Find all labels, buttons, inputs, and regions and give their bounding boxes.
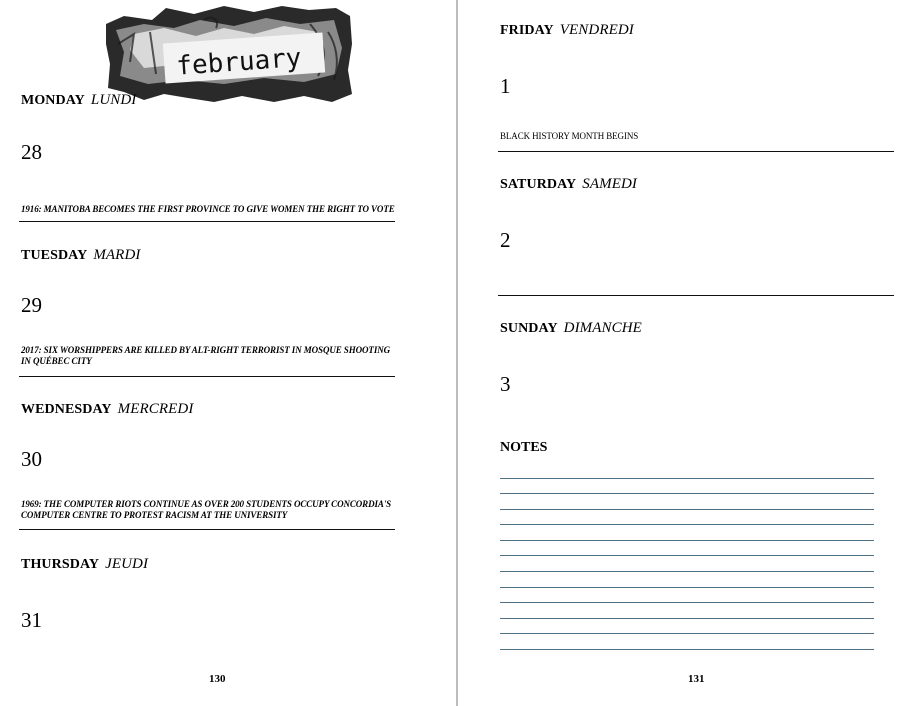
note-line [500,555,874,556]
day-friday [500,22,634,39]
day-name-en: SATURDAY [500,177,577,192]
day-name-fr: MARDI [93,247,141,263]
day-name-fr: MERCREDI [117,401,194,417]
note-line [500,602,874,603]
day-number: 1 [500,74,511,98]
day-heading [500,176,637,193]
right-page [458,0,915,706]
page-number: 131 [688,673,705,685]
day-name-fr: JEUDI [105,556,149,572]
day-name-en: THURSDAY [21,557,100,572]
day-event-note: 2017: SIX WORSHIPPERS ARE KILLED BY ALT-RIGHT TERRORIST IN MOSQUE SHOOTING IN QUÉBEC CITY [21,345,391,366]
notes-title: NOTES [500,440,548,455]
day-heading [21,247,140,264]
day-name-fr: VENDREDI [559,22,634,38]
note-line [500,478,874,479]
note-line [500,524,874,525]
day-name-en: TUESDAY [21,248,88,263]
day-name-fr: DIMANCHE [563,320,642,336]
page-number: 130 [209,673,226,685]
day-heading [21,401,193,418]
day-heading [21,556,148,573]
day-saturday [500,176,637,193]
day-name-en: FRIDAY [500,23,554,38]
day-number: 30 [21,447,42,471]
note-line [500,571,874,572]
day-name-fr: LUNDI [90,92,137,108]
day-number: 29 [21,293,42,317]
day-number: 28 [21,140,42,164]
day-sunday [500,320,642,337]
note-line [500,649,874,650]
day-divider [498,151,894,152]
left-page [0,0,456,706]
day-thursday [21,556,148,573]
day-heading [500,320,642,337]
note-line [500,633,874,634]
note-line [500,618,874,619]
day-name-en: SUNDAY [500,321,558,336]
note-line [500,509,874,510]
day-name-en: MONDAY [21,93,85,108]
day-name-fr: SAMEDI [582,176,638,192]
day-monday [21,92,136,109]
day-divider [19,376,395,377]
day-name-en: WEDNESDAY [21,402,112,417]
day-tuesday [21,247,140,264]
day-divider [498,295,894,296]
day-number: 31 [21,608,42,632]
day-divider [19,529,395,530]
note-line [500,587,874,588]
day-event-note: 1916: MANITOBA BECOMES THE FIRST PROVINCE TO GIVE WOMEN THE RIGHT TO VOTE [21,204,395,214]
day-number: 3 [500,372,511,396]
day-heading [500,22,634,39]
note-line [500,540,874,541]
month-word: february [175,43,303,82]
day-heading [21,92,136,109]
day-event-note: BLACK HISTORY MONTH BEGINS [500,131,639,141]
day-wednesday [21,401,193,418]
day-event-note: 1969: THE COMPUTER RIOTS CONTINUE AS OVER 200 STUDENTS OCCUPY CONCORDIA'S COMPUTER CENTRE TO PROTEST RACISM AT THE UNIVERSITY [21,499,392,520]
note-line [500,493,874,494]
day-number: 2 [500,228,511,252]
day-divider [19,221,395,222]
month-header-collage [104,4,354,104]
